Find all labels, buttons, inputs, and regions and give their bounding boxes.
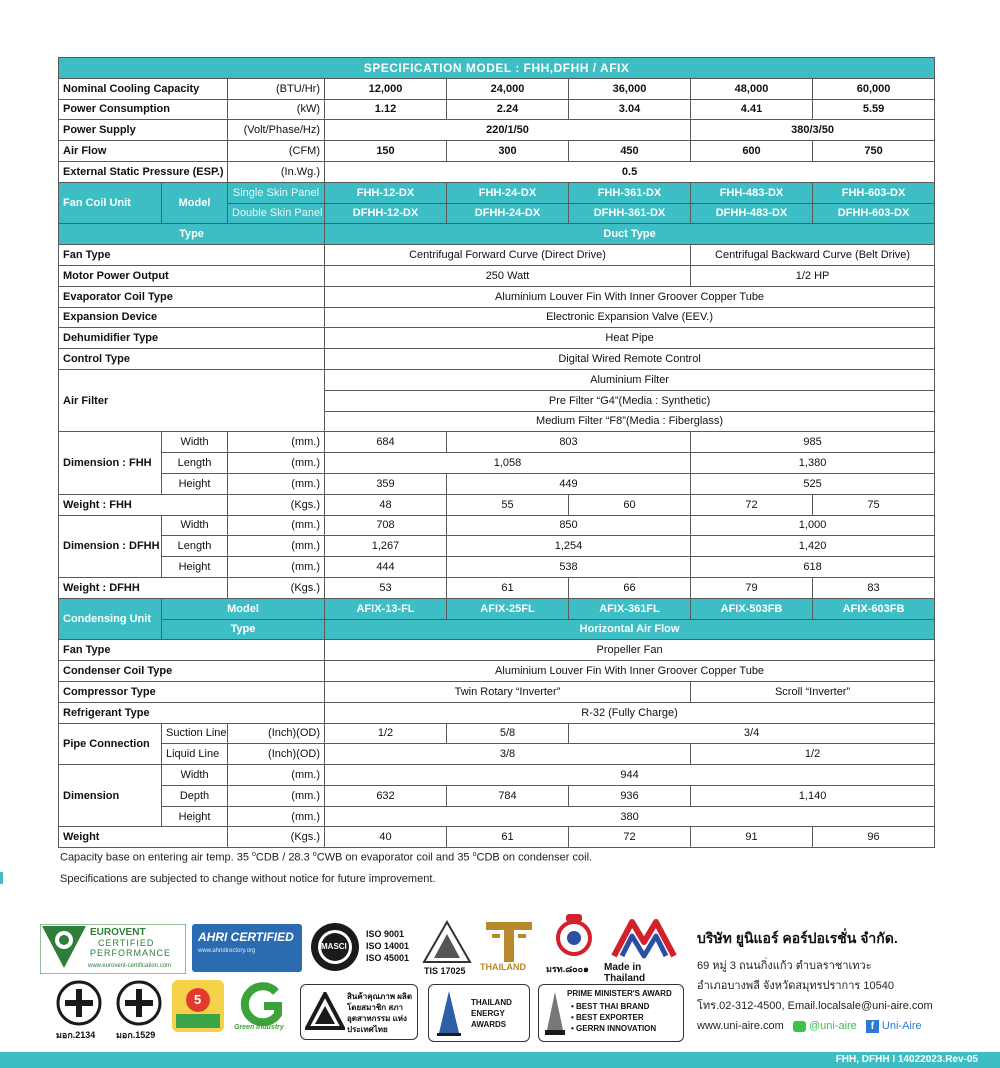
model-cell: AFIX-603FB xyxy=(813,598,935,619)
sub-label: Suction Line xyxy=(162,723,228,744)
row-label: Pipe Connection xyxy=(59,723,162,765)
table-row xyxy=(59,494,935,515)
cell: Medium Filter “F8”(Media : Fiberglass) xyxy=(325,411,935,432)
cell: 150 xyxy=(325,141,447,162)
table-row xyxy=(59,328,935,349)
pm-award-item: • BEST THAI BRAND xyxy=(571,1002,650,1011)
row-label: Fan Type xyxy=(59,245,325,266)
company-address-line: อำเภอบางพลี จังหวัดสมุทรปราการ 10540 xyxy=(697,980,894,992)
row-unit: (mm.) xyxy=(228,765,325,786)
row-unit: (mm.) xyxy=(228,432,325,453)
model-cell: DFHH-24-DX xyxy=(447,203,569,224)
cell: 300 xyxy=(447,141,569,162)
iso-list xyxy=(366,928,409,964)
table-row xyxy=(59,369,935,390)
table-row xyxy=(59,806,935,827)
cell: 0.5 xyxy=(325,161,935,182)
cell: 380 xyxy=(325,806,935,827)
eurovent-line1: EUROVENT xyxy=(90,927,146,938)
mok-emblem-icon xyxy=(116,980,162,1026)
energy-award-line: ENERGY xyxy=(471,1009,505,1018)
row-unit: (mm.) xyxy=(228,557,325,578)
model-cell: AFIX-13-FL xyxy=(325,598,447,619)
table-row xyxy=(59,681,935,702)
table-row xyxy=(59,120,935,141)
cu-type-label: Type xyxy=(162,619,325,640)
masci-badge-text: MASCI xyxy=(321,942,347,951)
fcu-label: Fan Coil Unit xyxy=(59,182,162,224)
row-label: Compressor Type xyxy=(59,681,325,702)
note-text: CDB on condenser coil. xyxy=(476,851,593,864)
company-name: บริษัท ยูนิแอร์ คอร์ปอเรชั่น จำกัด. xyxy=(697,930,898,946)
cell: 72 xyxy=(691,494,813,515)
cell: 3/8 xyxy=(325,744,691,765)
mrt-logo xyxy=(546,912,602,974)
double-skin-label: Double Skin Panel xyxy=(228,203,325,224)
mok-label: มอก.2134 xyxy=(56,1030,96,1040)
cell: 40 xyxy=(325,827,447,848)
sub-label: Length xyxy=(162,536,228,557)
table-row xyxy=(59,723,935,744)
cell: 450 xyxy=(569,141,691,162)
row-unit: (Volt/Phase/Hz) xyxy=(228,120,325,141)
row-unit: (Inch)(OD) xyxy=(228,723,325,744)
cell: 1/2 HP xyxy=(691,265,935,286)
eurovent-logo xyxy=(40,924,186,974)
cell: 2.24 xyxy=(447,99,569,120)
table-row xyxy=(59,78,935,99)
mrt-label: มรท.๘๐๐๑ xyxy=(546,964,589,974)
cell: 538 xyxy=(447,557,691,578)
cell: 985 xyxy=(691,432,935,453)
cell: 61 xyxy=(447,827,569,848)
row-label: Dehumidifier Type xyxy=(59,328,325,349)
cell: 12,000 xyxy=(325,78,447,99)
table-row xyxy=(59,785,935,806)
trophy-icon xyxy=(435,989,463,1037)
eurovent-line3: PERFORMANCE xyxy=(90,948,172,958)
row-label: Dimension : DFHH xyxy=(59,515,162,577)
table-row xyxy=(59,453,935,474)
table-row xyxy=(59,245,935,266)
spec-table xyxy=(58,57,935,848)
table-row xyxy=(59,619,935,640)
row-unit: (mm.) xyxy=(228,515,325,536)
row-unit: (mm.) xyxy=(228,806,325,827)
sub-label: Liquid Line xyxy=(162,744,228,765)
cell: Pre Filter “G4”(Media : Synthetic) xyxy=(325,390,935,411)
masci-logo xyxy=(310,922,420,972)
note-text: Capacity base on entering air temp. 35 xyxy=(60,851,253,864)
cell: Propeller Fan xyxy=(325,640,935,661)
mok-2134-logo xyxy=(56,980,102,1040)
tis-emblem-icon xyxy=(420,920,474,966)
cell: 5.59 xyxy=(813,99,935,120)
energy-label-5-logo xyxy=(172,980,224,1032)
energy-award-line: AWARDS xyxy=(471,1020,507,1029)
pm-award-title: PRIME MINISTER'S AWARD xyxy=(567,989,672,998)
pm-award-item: • GERRN INNOVATION xyxy=(571,1024,657,1033)
eurovent-url: www.eurovent-certification.com xyxy=(88,963,172,969)
cell: 60 xyxy=(569,494,691,515)
degree-sign: o xyxy=(472,851,477,858)
cell: 944 xyxy=(325,765,935,786)
side-marker xyxy=(0,872,3,884)
row-label: Weight : FHH xyxy=(59,494,228,515)
cell: Scroll “Inverter” xyxy=(691,681,935,702)
row-label: Air Filter xyxy=(59,369,325,431)
cell: 75 xyxy=(813,494,935,515)
table-row xyxy=(59,265,935,286)
degree-sign: o xyxy=(252,851,256,858)
note-text: CWB on evaporator coil and 35 xyxy=(316,851,473,864)
award-trophy-icon xyxy=(543,990,567,1038)
thailand-t-icon xyxy=(478,918,540,964)
sub-label: Height xyxy=(162,806,228,827)
cu-label: Condensing Unit xyxy=(59,598,162,640)
cell: 1,058 xyxy=(325,453,691,474)
table-row xyxy=(59,536,935,557)
cell: 1,380 xyxy=(691,453,935,474)
cell: 1/2 xyxy=(325,723,447,744)
cell: 220/1/50 xyxy=(325,120,691,141)
table-row xyxy=(59,640,935,661)
row-label: Dimension : FHH xyxy=(59,432,162,494)
cell: 784 xyxy=(447,785,569,806)
cell: 750 xyxy=(813,141,935,162)
facebook-icon: f xyxy=(866,1020,879,1033)
model-cell: FHH-603-DX xyxy=(813,182,935,203)
model-cell: DFHH-603-DX xyxy=(813,203,935,224)
row-label: Fan Type xyxy=(59,640,325,661)
energy-label-number: 5 xyxy=(194,992,202,1007)
cell: 250 Watt xyxy=(325,265,691,286)
cell: Aluminium Louver Fin With Inner Groover Copper Tube xyxy=(325,661,935,682)
cell: 525 xyxy=(691,473,935,494)
document-revision: FHH, DFHH I 14022023.Rev-05 xyxy=(835,1054,978,1065)
table-row xyxy=(59,661,935,682)
cell: 3/4 xyxy=(569,723,935,744)
cell: 24,000 xyxy=(447,78,569,99)
cell: Aluminium Filter xyxy=(325,369,935,390)
row-label: Control Type xyxy=(59,349,325,370)
cell: 444 xyxy=(325,557,447,578)
tis-label: TIS 17025 xyxy=(424,966,466,976)
cell: Aluminium Louver Fin With Inner Groover Copper Tube xyxy=(325,286,935,307)
cell: 4.41 xyxy=(691,99,813,120)
row-label: Air Flow xyxy=(59,141,228,162)
cell: R-32 (Fully Charge) xyxy=(325,702,935,723)
company-website-link[interactable]: www.uni-aire.com xyxy=(697,1020,784,1032)
row-label: Power Consumption xyxy=(59,99,228,120)
row-unit: (Kgs.) xyxy=(228,577,325,598)
table-row xyxy=(59,598,935,619)
cell: Electronic Expansion Valve (EEV.) xyxy=(325,307,935,328)
sub-label: Depth xyxy=(162,785,228,806)
fti-member-logo xyxy=(300,984,418,1040)
row-unit: (mm.) xyxy=(228,473,325,494)
row-label: Power Supply xyxy=(59,120,228,141)
ahri-logo xyxy=(192,924,302,972)
row-unit: (CFM) xyxy=(228,141,325,162)
mrt-emblem-icon xyxy=(546,912,602,960)
green-g-icon xyxy=(234,982,294,1026)
table-row xyxy=(59,827,935,848)
cell: 3.04 xyxy=(569,99,691,120)
cell: 936 xyxy=(569,785,691,806)
energy-award-line: THAILAND xyxy=(471,998,512,1007)
cell: 359 xyxy=(325,473,447,494)
cell: 449 xyxy=(447,473,691,494)
cell: 72 xyxy=(569,827,691,848)
note-specifications: Specifications are subjected to change without notice for future improvement. xyxy=(60,873,436,885)
iso-item: ISO 45001 xyxy=(366,953,410,963)
green-industry-logo xyxy=(234,982,294,1038)
ahri-url: www.ahridirectory.org xyxy=(198,948,256,954)
cell: Digital Wired Remote Control xyxy=(325,349,935,370)
cu-type-value: Horizontal Air Flow xyxy=(325,619,935,640)
mok-label: มอก.1529 xyxy=(116,1030,156,1040)
energy-award-text xyxy=(471,997,512,1030)
model-cell: DFHH-12-DX xyxy=(325,203,447,224)
fcu-type-value: Duct Type xyxy=(325,224,935,245)
cell: 61 xyxy=(447,577,569,598)
mok-1529-logo xyxy=(116,980,162,1040)
row-label: Dimension xyxy=(59,765,162,827)
company-contact: โทร.02-312-4500, Email.localsale@uni-aire.com xyxy=(697,1000,933,1012)
cell: 48,000 xyxy=(691,78,813,99)
iso-item: ISO 14001 xyxy=(366,941,410,951)
model-cell: FHH-483-DX xyxy=(691,182,813,203)
model-cell: DFHH-361-DX xyxy=(569,203,691,224)
row-unit: (kW) xyxy=(228,99,325,120)
note-text: CDB / 28.3 xyxy=(255,851,313,864)
cell: 380/3/50 xyxy=(691,120,935,141)
cell: 55 xyxy=(447,494,569,515)
row-unit: (Inch)(OD) xyxy=(228,744,325,765)
table-row xyxy=(59,307,935,328)
fcu-type-label: Type xyxy=(59,224,325,245)
sub-label: Width xyxy=(162,515,228,536)
cell: 36,000 xyxy=(569,78,691,99)
degree-sign: o xyxy=(312,851,317,858)
fcu-model-label: Model xyxy=(162,182,228,224)
row-label: Nominal Cooling Capacity xyxy=(59,78,228,99)
row-unit: (BTU/Hr) xyxy=(228,78,325,99)
cell: 48 xyxy=(325,494,447,515)
sub-label: Width xyxy=(162,432,228,453)
cell: 91 xyxy=(691,827,813,848)
cell: 684 xyxy=(325,432,447,453)
row-label: Motor Power Output xyxy=(59,265,325,286)
row-unit: (mm.) xyxy=(228,536,325,557)
row-label: Expansion Device xyxy=(59,307,325,328)
table-row xyxy=(59,744,935,765)
thailand-trusted-logo xyxy=(478,918,540,976)
model-cell: FHH-24-DX xyxy=(447,182,569,203)
model-cell: AFIX-503FB xyxy=(691,598,813,619)
note-capacity xyxy=(60,851,592,864)
company-links xyxy=(697,1016,957,1036)
tis-logo xyxy=(420,920,474,978)
row-label: External Static Pressure (ESP.) xyxy=(59,161,228,182)
model-cell: DFHH-483-DX xyxy=(691,203,813,224)
cell: 1,267 xyxy=(325,536,447,557)
cell: 850 xyxy=(447,515,691,536)
table-row xyxy=(59,224,935,245)
table-row xyxy=(59,182,935,203)
row-label: Refrigerant Type xyxy=(59,702,325,723)
iso-item: ISO 9001 xyxy=(366,929,405,939)
table-row xyxy=(59,141,935,162)
spec-title: SPECIFICATION MODEL : FHH,DFHH / AFIX xyxy=(59,58,935,79)
row-label: Evaporator Coil Type xyxy=(59,286,325,307)
row-unit: (Kgs.) xyxy=(228,494,325,515)
thailand-energy-awards-logo xyxy=(428,984,530,1042)
model-cell: FHH-361-DX xyxy=(569,182,691,203)
model-cell: AFIX-25FL xyxy=(447,598,569,619)
cell: 708 xyxy=(325,515,447,536)
eurovent-line2: CERTIFIED xyxy=(98,938,155,948)
table-row xyxy=(59,432,935,453)
thailand-label: THAILAND xyxy=(480,962,526,972)
made-in-thailand-logo xyxy=(604,916,684,984)
cell: 1,254 xyxy=(447,536,691,557)
row-label: Condenser Coil Type xyxy=(59,661,325,682)
cell: 5/8 xyxy=(447,723,569,744)
cell: 1,140 xyxy=(691,785,935,806)
table-row xyxy=(59,577,935,598)
row-unit: (mm.) xyxy=(228,453,325,474)
made-in-label: Made in Thailand xyxy=(604,962,646,984)
sub-label: Width xyxy=(162,765,228,786)
cell: Twin Rotary “Inverter” xyxy=(325,681,691,702)
table-row xyxy=(59,349,935,370)
company-address-line: 69 หมู่ 3 ถนนกิ่งแก้ว ตำบลราชาเทวะ xyxy=(697,960,872,972)
cell: 79 xyxy=(691,577,813,598)
cell: 1/2 xyxy=(691,744,935,765)
facebook-link[interactable]: Uni-Aire xyxy=(881,1020,922,1032)
cell: 96 xyxy=(813,827,935,848)
pm-award-item: • BEST EXPORTER xyxy=(571,1013,644,1022)
table-row xyxy=(59,161,935,182)
cell: Centrifugal Forward Curve (Direct Drive) xyxy=(325,245,691,266)
cu-model-label: Model xyxy=(162,598,325,619)
model-cell: AFIX-361FL xyxy=(569,598,691,619)
table-row xyxy=(59,286,935,307)
row-label: Weight : DFHH xyxy=(59,577,228,598)
table-row xyxy=(59,765,935,786)
sub-label: Length xyxy=(162,453,228,474)
row-unit: (In.Wg.) xyxy=(228,161,325,182)
cell: Centrifugal Backward Curve (Belt Drive) xyxy=(691,245,935,266)
line-icon xyxy=(793,1021,806,1032)
footer-bar xyxy=(0,1052,1000,1068)
table-row xyxy=(59,473,935,494)
cell: 1.12 xyxy=(325,99,447,120)
fti-member-text: สินค้าคุณภาพ ผลิตโดยสมาชิก สภาอุตสาหกรรม แห่งประเทศไทย xyxy=(347,992,413,1034)
mit-emblem-icon xyxy=(604,916,684,960)
sub-label: Height xyxy=(162,473,228,494)
cell: Heat Pipe xyxy=(325,328,935,349)
sub-label: Height xyxy=(162,557,228,578)
row-label: Weight xyxy=(59,827,228,848)
table-row xyxy=(59,99,935,120)
cell: 803 xyxy=(447,432,691,453)
cell: 1,000 xyxy=(691,515,935,536)
mok-emblem-icon xyxy=(56,980,102,1026)
row-unit: (mm.) xyxy=(228,785,325,806)
fti-triangle-icon xyxy=(305,992,345,1032)
company-info xyxy=(697,928,957,1036)
table-row xyxy=(59,557,935,578)
ahri-title: AHRI CERTIFIED xyxy=(198,930,294,944)
row-unit: (Kgs.) xyxy=(228,827,325,848)
table-row xyxy=(59,702,935,723)
cell: 66 xyxy=(569,577,691,598)
cell: 600 xyxy=(691,141,813,162)
prime-minister-award-logo xyxy=(538,984,684,1042)
cell: 1,420 xyxy=(691,536,935,557)
single-skin-label: Single Skin Panel xyxy=(228,182,325,203)
cell: 60,000 xyxy=(813,78,935,99)
pm-award-list xyxy=(571,1001,656,1034)
cell: 632 xyxy=(325,785,447,806)
green-industry-label: Green Industry xyxy=(234,1024,284,1031)
cell: 53 xyxy=(325,577,447,598)
cell: 83 xyxy=(813,577,935,598)
table-row xyxy=(59,515,935,536)
cell: 618 xyxy=(691,557,935,578)
model-cell: FHH-12-DX xyxy=(325,182,447,203)
line-handle-link[interactable]: @uni-aire xyxy=(808,1020,857,1032)
